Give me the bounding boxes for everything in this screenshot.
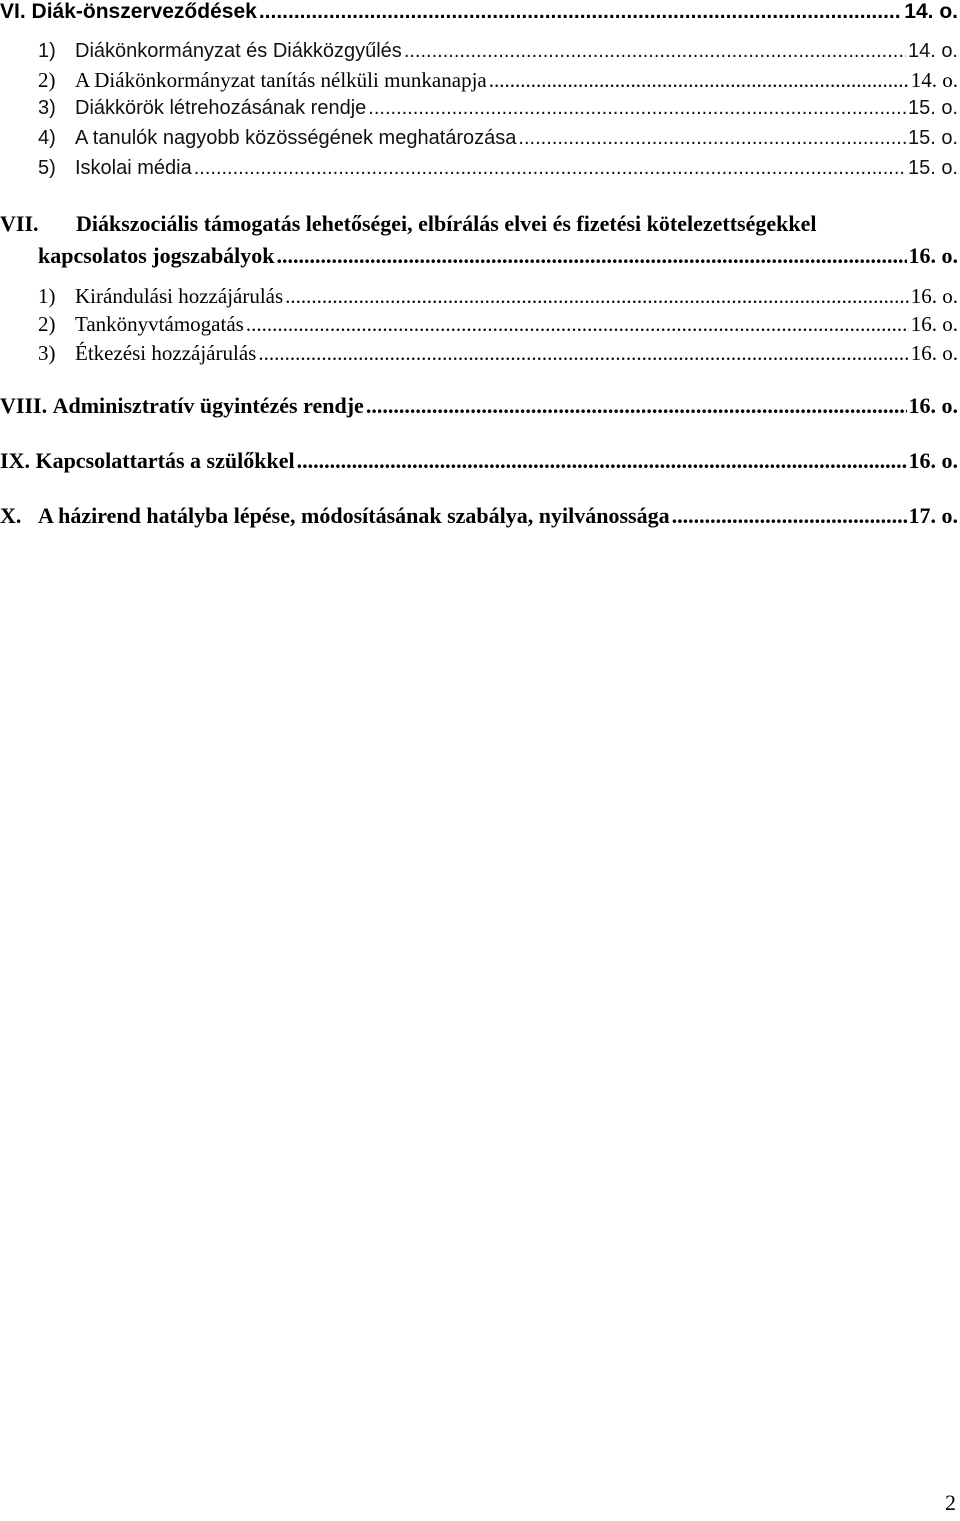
dot-leader xyxy=(672,503,907,529)
toc-subentry-page: 16. o. xyxy=(910,284,958,308)
toc-subentry-title: Diákkörök létrehozásának rendje xyxy=(75,97,367,119)
toc-entry-title: Kapcsolattartás a szülőkkel xyxy=(35,448,295,473)
toc-entry-page: 16. o. xyxy=(908,243,958,268)
toc-subentry-number: 2) xyxy=(38,68,56,92)
toc-subentry-page: 14. o. xyxy=(907,40,958,62)
toc-entry-vii[interactable] xyxy=(0,211,958,269)
toc-entry-number: X. xyxy=(0,503,22,528)
page-number: 2 xyxy=(945,1490,956,1515)
toc-entry-number: VII. xyxy=(0,211,39,236)
toc-subentry-page: 15. o. xyxy=(907,97,958,119)
toc-subentry-number: 1) xyxy=(38,40,56,62)
toc-subentry-number: 1) xyxy=(38,284,56,308)
dot-leader xyxy=(259,0,902,24)
toc-subentry[interactable] xyxy=(0,312,958,337)
toc-entry-page: 16. o. xyxy=(908,448,958,473)
toc-entry-page: 16. o. xyxy=(908,393,958,418)
toc-subentry-title: A tanulók nagyobb közösségének meghatározása xyxy=(75,127,517,149)
toc-subentry-page: 15. o. xyxy=(907,157,958,179)
dot-leader xyxy=(258,341,908,366)
dot-leader xyxy=(285,284,909,309)
dot-leader xyxy=(366,393,907,419)
toc-entry-title: Diák-önszerveződések xyxy=(31,0,257,23)
toc-subentry[interactable] xyxy=(0,68,958,93)
dot-leader xyxy=(194,157,906,180)
toc-subentry-title: Kirándulási hozzájárulás xyxy=(75,284,284,308)
toc-entry-vi[interactable] xyxy=(0,0,958,24)
dot-leader xyxy=(246,312,909,337)
toc-subentry-page: 16. o. xyxy=(910,312,958,336)
toc-entry-title: A házirend hatályba lépése, módosításának szabálya, nyilvánossága xyxy=(38,503,670,528)
toc-subentry-number: 3) xyxy=(38,97,56,119)
dot-leader xyxy=(404,40,906,63)
dot-leader xyxy=(297,448,907,474)
toc-entry-x[interactable] xyxy=(0,503,958,529)
toc-entry-page: 14. o. xyxy=(904,0,958,23)
toc-entry-ix[interactable] xyxy=(0,448,958,474)
dot-leader xyxy=(277,243,907,269)
toc-subentry[interactable] xyxy=(0,127,958,150)
toc-subentry-page: 14. o. xyxy=(910,68,958,92)
dot-leader xyxy=(489,68,909,93)
toc-subentry-title: Diákönkormányzat és Diákközgyűlés xyxy=(75,40,402,62)
toc-subentry-number: 2) xyxy=(38,312,56,336)
toc-subentry-title: Étkezési hozzájárulás xyxy=(75,341,257,365)
toc-subentry[interactable] xyxy=(0,97,958,120)
toc-entry-number: IX. xyxy=(0,448,30,473)
toc-subentry-title: A Diákönkormányzat tanítás nélküli munkanapja xyxy=(75,68,487,92)
dot-leader xyxy=(368,97,906,120)
toc-entry-title-line2: kapcsolatos jogszabályok xyxy=(38,243,275,268)
toc-subentry[interactable] xyxy=(0,284,958,309)
toc-entry-number: VIII. xyxy=(0,393,48,418)
toc-entry-title-line1: Diákszociális támogatás lehetőségei, elbírálás elvei és fizetési kötelezettségekkel xyxy=(76,211,817,236)
toc-subentry-title: Iskolai média xyxy=(75,157,192,179)
toc-entry-viii[interactable] xyxy=(0,393,958,419)
toc-entry-page: 17. o. xyxy=(908,503,958,528)
toc-subentry[interactable] xyxy=(0,157,958,180)
toc-subentry-page: 16. o. xyxy=(910,341,958,365)
toc-subentry-number: 5) xyxy=(38,157,56,179)
toc-subentry-number: 3) xyxy=(38,341,56,365)
toc-subentry[interactable] xyxy=(0,341,958,366)
toc-subentry[interactable] xyxy=(0,40,958,63)
toc-entry-title: Adminisztratív ügyintézés rendje xyxy=(52,393,364,418)
toc-subentry-number: 4) xyxy=(38,127,56,149)
toc-subentry-title: Tankönyvtámogatás xyxy=(75,312,244,336)
toc-subentry-page: 15. o. xyxy=(907,127,958,149)
dot-leader xyxy=(518,127,906,150)
toc-entry-number: VI. xyxy=(0,0,26,23)
